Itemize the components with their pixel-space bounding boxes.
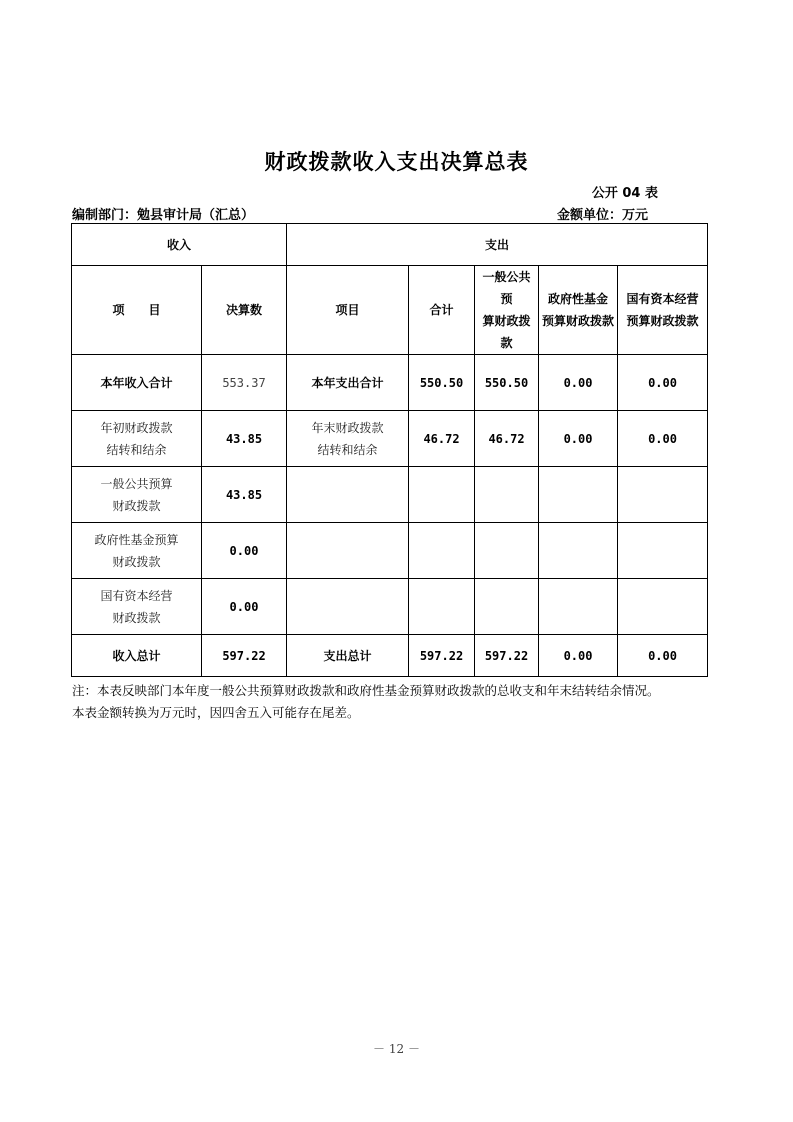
table-row bbox=[72, 635, 708, 677]
page-title: 财政拨款收入支出决算总表 bbox=[264, 150, 529, 174]
gov-fund-value: 0.00 bbox=[539, 635, 618, 677]
income-label bbox=[72, 579, 202, 635]
empty-cell bbox=[475, 467, 539, 523]
expense-header: 支出 bbox=[287, 224, 708, 266]
empty-cell bbox=[287, 523, 409, 579]
state-capital-value: 0.00 bbox=[618, 635, 708, 677]
final-amount-header: 决算数 bbox=[202, 266, 287, 355]
general-budget-header-l1: 一般公共预 bbox=[482, 270, 531, 306]
income-label bbox=[72, 411, 202, 467]
income-label bbox=[72, 523, 202, 579]
expense-label bbox=[287, 411, 409, 467]
form-number: 公开 04 表 bbox=[591, 186, 658, 201]
state-capital-value: 0.00 bbox=[618, 355, 708, 411]
footnote bbox=[72, 680, 752, 724]
general-value: 46.72 bbox=[475, 411, 539, 467]
gov-fund-header bbox=[539, 266, 618, 355]
income-label-l2: 结转和结余 bbox=[106, 442, 167, 457]
income-label-l1: 一般公共预算 bbox=[100, 476, 173, 491]
income-label-l1: 年初财政拨款 bbox=[100, 420, 173, 435]
income-value: 43.85 bbox=[202, 411, 287, 467]
expense-label-l2: 结转和结余 bbox=[317, 442, 378, 457]
income-value: 43.85 bbox=[202, 467, 287, 523]
general-budget-header bbox=[475, 266, 539, 355]
footnote-line-2: 本表金额转换为万元时，因四舍五入可能存在尾差。 bbox=[72, 705, 360, 720]
page-number: － 12 － bbox=[373, 1042, 420, 1056]
header-row-columns bbox=[72, 266, 708, 355]
income-label-l2: 财政拨款 bbox=[112, 610, 161, 625]
footnote-line-1: 注：本表反映部门本年度一般公共预算财政拨款和政府性基金预算财政拨款的总收支和年末结转结余情况。 bbox=[72, 683, 660, 698]
table-row bbox=[72, 411, 708, 467]
empty-cell bbox=[618, 467, 708, 523]
table-row bbox=[72, 467, 708, 523]
general-value: 550.50 bbox=[475, 355, 539, 411]
empty-cell bbox=[409, 523, 475, 579]
empty-cell bbox=[539, 467, 618, 523]
gov-fund-header-l1: 政府性基金 bbox=[548, 292, 609, 306]
income-label: 本年收入合计 bbox=[72, 355, 202, 411]
total-value: 550.50 bbox=[409, 355, 475, 411]
gov-fund-value: 0.00 bbox=[539, 355, 618, 411]
income-label-l1: 国有资本经营 bbox=[100, 588, 173, 603]
empty-cell bbox=[409, 579, 475, 635]
income-header: 收入 bbox=[72, 224, 287, 266]
gov-fund-header-l2: 预算财政拨款 bbox=[542, 314, 615, 328]
state-capital-header-l1: 国有资本经营 bbox=[626, 292, 699, 306]
income-label: 收入总计 bbox=[72, 635, 202, 677]
item-col-header: 项 目 bbox=[72, 266, 202, 355]
income-value: 597.22 bbox=[202, 635, 287, 677]
expense-label-l1: 年末财政拨款 bbox=[311, 420, 384, 435]
general-value: 597.22 bbox=[475, 635, 539, 677]
total-value: 46.72 bbox=[409, 411, 475, 467]
header-row-group bbox=[72, 224, 708, 266]
empty-cell bbox=[539, 523, 618, 579]
expense-label: 支出总计 bbox=[287, 635, 409, 677]
table-row bbox=[72, 579, 708, 635]
unit-label: 金额单位：万元 bbox=[557, 208, 649, 223]
income-label bbox=[72, 467, 202, 523]
empty-cell bbox=[475, 523, 539, 579]
general-budget-header-l2: 算财政拨款 bbox=[482, 314, 531, 350]
total-value: 597.22 bbox=[409, 635, 475, 677]
income-label-l2: 财政拨款 bbox=[112, 498, 161, 513]
gov-fund-value: 0.00 bbox=[539, 411, 618, 467]
empty-cell bbox=[287, 467, 409, 523]
income-label-l1: 政府性基金预算 bbox=[94, 532, 179, 547]
department-label: 编制部门：勉县审计局（汇总） bbox=[72, 208, 255, 223]
state-capital-header-l2: 预算财政拨款 bbox=[626, 314, 699, 328]
state-capital-header bbox=[618, 266, 708, 355]
table-row bbox=[72, 523, 708, 579]
empty-cell bbox=[618, 523, 708, 579]
empty-cell bbox=[475, 579, 539, 635]
budget-summary-table bbox=[71, 223, 708, 677]
income-value: 0.00 bbox=[202, 579, 287, 635]
state-capital-value: 0.00 bbox=[618, 411, 708, 467]
table-row bbox=[72, 355, 708, 411]
empty-cell bbox=[539, 579, 618, 635]
empty-cell bbox=[409, 467, 475, 523]
expense-label: 本年支出合计 bbox=[287, 355, 409, 411]
income-value: 553.37 bbox=[202, 355, 287, 411]
income-label-l2: 财政拨款 bbox=[112, 554, 161, 569]
empty-cell bbox=[287, 579, 409, 635]
income-value: 0.00 bbox=[202, 523, 287, 579]
total-header: 合计 bbox=[409, 266, 475, 355]
expense-item-header: 项目 bbox=[287, 266, 409, 355]
empty-cell bbox=[618, 579, 708, 635]
